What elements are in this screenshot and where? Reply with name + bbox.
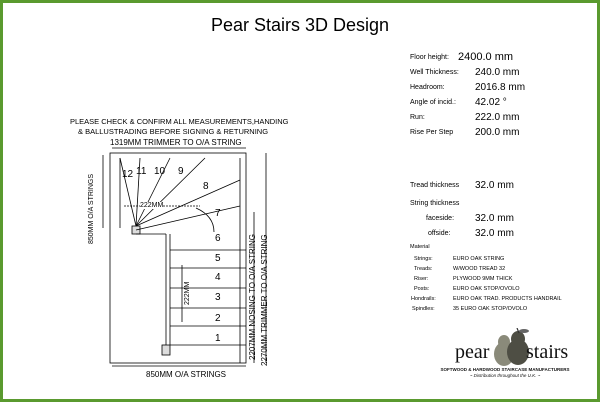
tread-value: 32.0 mm bbox=[475, 180, 514, 191]
dim-bottom-label: 850MM O/A STRINGS bbox=[146, 370, 227, 379]
step-number: 2 bbox=[215, 313, 221, 324]
material-label: Treads: bbox=[414, 266, 433, 272]
pear-stairs-logo bbox=[430, 328, 580, 388]
logo-word-right: stairs bbox=[526, 341, 569, 363]
tread-label: Tread thickness bbox=[410, 182, 460, 189]
step-number: 6 bbox=[215, 233, 221, 244]
material-label: Spindles: bbox=[412, 306, 435, 312]
winder-7 bbox=[136, 206, 240, 230]
offside-value: 32.0 mm bbox=[475, 228, 514, 239]
material-value: EURO OAK STOP/OVOLO bbox=[453, 286, 520, 292]
notice-line-2: & BALLUSTRADING BEFORE SIGNING & RETURNING bbox=[78, 127, 269, 136]
step-number: 1 bbox=[215, 333, 221, 344]
spec-label: Angle of incid.: bbox=[410, 99, 456, 106]
dim-right-inner-label: 2207MM NOSING TO O/A STRING bbox=[248, 234, 257, 360]
material-value: PLYWOOD 9MM THICK bbox=[453, 276, 513, 282]
spec-value: 222.0 mm bbox=[475, 112, 520, 123]
spec-value: 42.02 ° bbox=[475, 97, 507, 108]
spec-value: 240.0 mm bbox=[475, 67, 520, 78]
logo-tagline-2: ~ Distribution throughout the U.K. ~ bbox=[469, 373, 541, 378]
material-label: Posts: bbox=[414, 286, 430, 292]
step-number: 11 bbox=[136, 166, 147, 177]
material-label: Strings: bbox=[414, 256, 433, 262]
material-value: EURO OAK STRING bbox=[453, 256, 505, 262]
faceside-value: 32.0 mm bbox=[475, 213, 514, 224]
spec-label: Rise Per Step bbox=[410, 129, 454, 136]
step-number: 8 bbox=[203, 181, 209, 192]
spec-value: 200.0 mm bbox=[475, 127, 520, 138]
step-number: 10 bbox=[154, 166, 166, 177]
material-heading: Material bbox=[410, 244, 430, 250]
page-title: Pear Stairs 3D Design bbox=[210, 15, 390, 35]
material-label: Hondrails: bbox=[411, 296, 436, 302]
step-number: 5 bbox=[215, 253, 221, 264]
faceside-label: faceside: bbox=[426, 215, 455, 222]
dim-left-label: 850MM O/A STRINGS bbox=[88, 173, 95, 244]
logo-tagline-1: SOFTWOOD & HARDWOOD STAIRCASE MANUFACTURERS bbox=[440, 367, 570, 372]
dim-landing-label: 222MM bbox=[140, 202, 164, 209]
material-value: 35 EURO OAK STOP/OVOLO bbox=[453, 306, 528, 312]
dim-top-label: 1319MM TRIMMER TO O/A STRING bbox=[110, 138, 242, 147]
material-value: EURO OAK TRAD. PRODUCTS HANDRAIL bbox=[453, 296, 562, 302]
step-number: 12 bbox=[122, 169, 134, 180]
step-number: 3 bbox=[215, 292, 221, 303]
spec-value: 2400.0 mm bbox=[458, 51, 514, 63]
spec-label: Run: bbox=[410, 114, 425, 121]
spec-value: 2016.8 mm bbox=[475, 82, 526, 93]
offside-label: offside: bbox=[428, 230, 451, 237]
newel-post-bottom bbox=[162, 345, 170, 355]
winder-arc bbox=[196, 208, 214, 232]
step-number: 9 bbox=[178, 166, 184, 177]
step-number: 4 bbox=[215, 272, 221, 283]
logo-word-left: pear bbox=[455, 341, 490, 363]
spec-label: Headroom: bbox=[410, 84, 445, 91]
step-number: 7 bbox=[215, 208, 221, 219]
dim-going-label: 222MM bbox=[184, 281, 191, 305]
notice-line-1: PLEASE CHECK & CONFIRM ALL MEASUREMENTS,HANDING bbox=[70, 117, 289, 126]
dim-right-outer-label: 2270MM TRIMMER TO O/A STRING bbox=[260, 234, 269, 366]
spec-label: Well Thickness: bbox=[410, 69, 459, 76]
string-label: String thickness bbox=[410, 200, 460, 207]
material-label: Riser: bbox=[414, 276, 429, 282]
material-value: W/WOOD TREAD 32 bbox=[453, 266, 506, 272]
spec-label: Floor height: bbox=[410, 54, 449, 61]
